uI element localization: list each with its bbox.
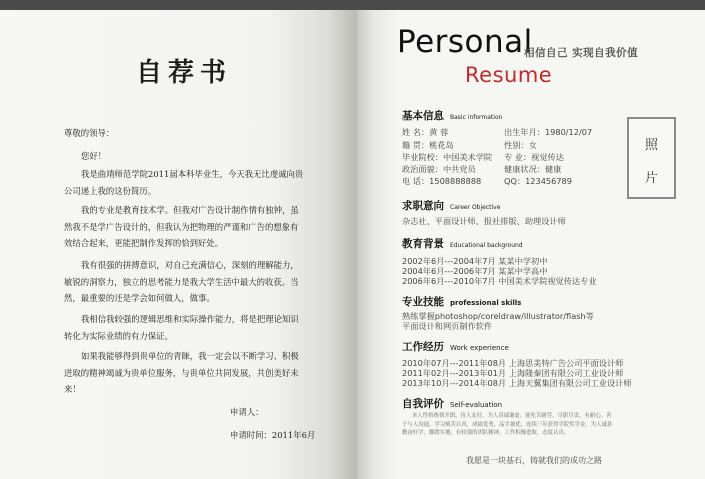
- paragraph-3: 我有很强的拼搏意识，对自己充满信心，深刻的理解能力，敏锐的洞察力，独立的思考能力是我大学生活中最大的收获。当然，最重要的还是学会如何做人，做事。: [64, 260, 299, 304]
- section-title-en: Educational background: [450, 242, 523, 249]
- education-line-1: 2002年6月---2004年7月 某某中学初中: [402, 256, 548, 266]
- application-date: 申请时间：2011年6月: [230, 430, 316, 440]
- work-line-1: 2010年07月---2011年08月 上海思美特广告公司平面设计师: [402, 358, 624, 368]
- section-title: 求职意向: [402, 200, 444, 212]
- hello: 您好！: [81, 151, 107, 161]
- basic-gender: 性别：女: [504, 140, 537, 150]
- section-title: 基本信息: [402, 110, 444, 122]
- section-title: 教育背景: [402, 238, 444, 250]
- basic-major: 专 业：视觉传达: [504, 152, 564, 162]
- section-title-en: Work experience: [450, 344, 509, 352]
- applicant-label: 申请人：: [230, 407, 264, 417]
- education-line-2: 2004年6月---2006年7月 某某中学高中: [402, 266, 548, 276]
- photo-char-2: 片: [644, 171, 658, 186]
- objective-text: 杂志社、平面设计师、报社排版、助理设计师: [402, 216, 566, 226]
- header-slogan: 相信自己 实现自我价值: [524, 47, 639, 59]
- top-bar: [0, 0, 705, 10]
- section-self-eval: [402, 396, 502, 411]
- basic-birth: 出生年月：1980/12/07: [504, 127, 593, 137]
- section-title: 工作经历: [402, 341, 444, 353]
- work-line-3: 2013年10月---2014年08月 上海天翼集团有限公司工业设计师: [402, 378, 632, 388]
- basic-phone: 电 话：1508888888: [402, 176, 482, 186]
- basic-origin: 籍 贯：桃花岛: [402, 140, 454, 150]
- skills-line-2: 平面设计和网页制作软件: [402, 321, 493, 331]
- skills-line-1: 熟练掌握photoshop/coreldraw/illustrator/flash等: [402, 311, 594, 321]
- education-line-3: 2006年6月---2010年7月 中国美术学院视觉传达专业: [402, 276, 597, 286]
- basic-qq: QQ：123456789: [504, 176, 572, 186]
- section-title-en: Self-evaluation: [450, 401, 503, 409]
- paragraph-5: 如果我能够得到贵单位的青睐，我一定会以不断学习、积极进取的精神竭诚为贵单位服务，与贵单位共同发展，共创美好未来！: [64, 351, 299, 395]
- section-basic-info: [402, 108, 502, 123]
- section-work: [402, 339, 509, 354]
- paragraph-1: 我是曲靖师范学院2011届本科毕业生，今天我无比虔诚向贵公司递上我的这份简历。: [64, 169, 304, 196]
- motto: 我愿是一块基石，铸就我们的成功之路: [466, 456, 602, 465]
- section-title-en: Basic information: [450, 114, 503, 121]
- section-skills: [402, 294, 521, 309]
- cover-letter-title: 自荐书: [136, 58, 233, 88]
- basic-school: 毕业院校：中国美术学院: [402, 152, 493, 162]
- header-personal: Personal: [397, 24, 533, 60]
- section-title: 自我评价: [402, 398, 444, 410]
- section-education: [402, 236, 523, 251]
- greeting: 尊敬的领导：: [64, 128, 115, 138]
- section-objective: [402, 198, 500, 213]
- basic-politics: 政治面貌：中共党员: [402, 164, 476, 174]
- self-eval-text: 本人性格热情开朗，待人友好，为人真诚谦虚。能吃苦耐劳，尽职尽责，有耐心。善于与人沟通，学习刻苦认真，成绩优秀，品学兼优，连续三年获得学院奖学金。为人诚恳勤奋好学，脚踏实地，有较强的团队精神，工作积极进取，态度认真。: [402, 413, 613, 437]
- work-line-2: 2011年02月---2013年01月 上海隆秦团有限公司工业设计师: [402, 368, 624, 378]
- photo-char-1: 照: [644, 138, 658, 153]
- section-title-en: professional skills: [450, 299, 522, 307]
- basic-health: 健康状况：健康: [504, 164, 562, 174]
- section-title-en: Career Objective: [450, 204, 501, 211]
- section-title: 专业技能: [402, 296, 444, 308]
- header-resume: Resume: [465, 63, 553, 87]
- photo-placeholder: [627, 117, 676, 199]
- basic-name: 姓 名：黄 蓉: [402, 127, 449, 137]
- paragraph-2: 我的专业是教育技术学。但我对广告设计制作情有独钟，虽然我不是学广告设计的，但我认为把物理的严谨和广告的想象有效结合起来，更能把制作发挥的恰到好处。: [64, 205, 299, 249]
- paragraph-4: 我相信我较强的逻辑思维和实际操作能力，将是把理论知识转化为实际业绩的有力保证。: [64, 314, 299, 341]
